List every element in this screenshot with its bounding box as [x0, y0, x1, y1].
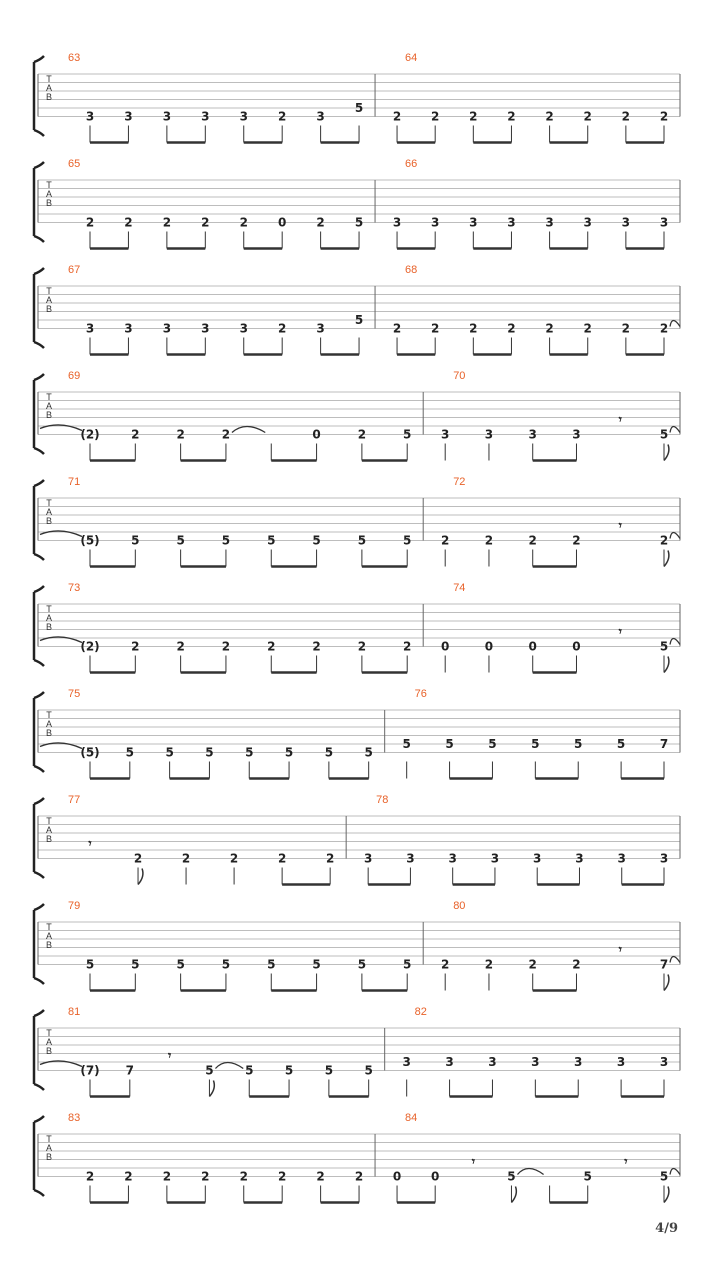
- measure-number: 76: [414, 688, 427, 700]
- fret-number: 3: [445, 1055, 454, 1069]
- fret-number: 3: [402, 1055, 411, 1069]
- fret-number: 3: [488, 1055, 497, 1069]
- fret-number: 2: [507, 109, 516, 124]
- fret-number: 0: [572, 639, 581, 654]
- tie-arc: [670, 639, 680, 645]
- fret-number: 3: [239, 109, 248, 124]
- fret-number: 5: [574, 737, 583, 751]
- fret-number: 3: [85, 109, 95, 124]
- fret-number: 3: [162, 109, 172, 124]
- fret-number: 5: [125, 745, 134, 760]
- eighth-rest: 𝄾: [618, 942, 622, 957]
- fret-number: 5: [659, 1169, 669, 1184]
- fret-number: 5: [312, 957, 321, 972]
- fret-number: 5: [357, 533, 367, 548]
- fret-number: 3: [124, 109, 133, 124]
- tab-clef-letter: A: [45, 931, 53, 941]
- fret-number: 5: [357, 957, 367, 972]
- fret-number: 2: [403, 639, 412, 654]
- fret-number: 3: [659, 215, 669, 230]
- measure-number: 63: [68, 52, 81, 64]
- fret-number: 2: [312, 639, 321, 654]
- fret-number: (7): [80, 1063, 100, 1078]
- tab-clef-letter: B: [45, 1046, 53, 1056]
- tab-clef-letter: B: [45, 622, 53, 632]
- fret-number: 2: [354, 1169, 364, 1184]
- fret-number: 2: [221, 639, 231, 654]
- fret-number: 7: [659, 737, 669, 751]
- note-flag: [664, 1187, 669, 1203]
- tab-clef-letter: A: [45, 1143, 53, 1153]
- fret-number: 3: [469, 215, 478, 230]
- fret-number: 5: [131, 957, 140, 972]
- fret-number: 2: [131, 639, 140, 654]
- system-bracket: [34, 904, 44, 984]
- fret-number: 5: [488, 737, 497, 751]
- fret-number: 2: [431, 321, 440, 336]
- fret-number: 2: [239, 215, 248, 230]
- tab-clef-letter: T: [46, 392, 52, 402]
- tab-clef-letter: T: [46, 1028, 52, 1038]
- fret-number: 5: [131, 533, 140, 548]
- fret-number: 0: [431, 1169, 440, 1184]
- fret-number: 3: [124, 321, 133, 336]
- fret-number: 5: [531, 737, 540, 751]
- fret-number: 2: [659, 109, 669, 124]
- fret-number: 2: [124, 1169, 133, 1184]
- tab-system: [34, 370, 680, 461]
- fret-number: 2: [572, 957, 581, 972]
- tab-clef-letter: A: [45, 719, 53, 729]
- fret-number: 3: [659, 851, 669, 866]
- system-bracket: [34, 480, 44, 560]
- fret-number: 5: [221, 533, 231, 548]
- fret-number: 5: [659, 639, 669, 654]
- fret-number: 2: [583, 109, 592, 124]
- tie-arc: [232, 427, 265, 433]
- tab-system: [34, 52, 680, 143]
- fret-number: 2: [528, 533, 537, 548]
- fret-number: 5: [165, 745, 174, 760]
- tab-clef-letter: A: [45, 613, 53, 623]
- fret-number: 2: [239, 1169, 248, 1184]
- tab-system: [34, 794, 680, 885]
- note-flag: [664, 975, 669, 991]
- fret-number: 3: [574, 1055, 583, 1069]
- tab-clef-letter: B: [45, 198, 53, 208]
- eighth-rest: 𝄾: [471, 1154, 475, 1169]
- fret-number: 3: [545, 215, 554, 230]
- fret-number: 3: [621, 215, 631, 230]
- fret-number: 5: [364, 1063, 373, 1078]
- tab-clef-letter: B: [45, 728, 53, 738]
- tab-clef-letter: T: [46, 180, 52, 190]
- fret-number: 2: [659, 321, 669, 336]
- fret-number: 3: [441, 427, 450, 442]
- fret-number: 2: [545, 321, 554, 336]
- fret-number: 3: [659, 1055, 669, 1069]
- note-flag: [664, 445, 669, 461]
- fret-number: 7: [659, 957, 669, 972]
- tab-clef-letter: B: [45, 92, 53, 102]
- fret-number: 3: [533, 851, 542, 866]
- system-bracket: [34, 162, 44, 242]
- tab-clef-letter: B: [45, 834, 53, 844]
- fret-number: 2: [583, 321, 592, 336]
- measure-number: 81: [68, 1006, 81, 1018]
- system-bracket: [34, 56, 44, 136]
- eighth-rest: 𝄾: [624, 1154, 628, 1169]
- tab-system: [34, 264, 680, 355]
- tab-clef-letter: T: [46, 604, 52, 614]
- tie-arc: [670, 1169, 680, 1175]
- fret-number: 5: [267, 957, 276, 972]
- fret-number: 3: [617, 851, 626, 866]
- fret-number: 2: [229, 851, 239, 866]
- measure-number: 77: [68, 794, 81, 806]
- fret-number: 2: [176, 639, 185, 654]
- system-bracket: [34, 1010, 44, 1090]
- fret-number: 2: [162, 1169, 172, 1184]
- tab-clef-letter: B: [45, 940, 53, 950]
- fret-number: 2: [484, 533, 494, 548]
- note-flag: [664, 657, 669, 673]
- fret-number: (2): [80, 639, 100, 654]
- fret-number: 0: [312, 427, 321, 442]
- measure-number: 66: [405, 158, 418, 170]
- tab-clef-letter: A: [45, 825, 53, 835]
- fret-number: 5: [403, 533, 412, 548]
- fret-number: 3: [575, 851, 584, 866]
- fret-number: 2: [277, 851, 287, 866]
- fret-number: 5: [284, 745, 294, 760]
- fret-number: 3: [572, 427, 581, 442]
- tie-arc: [670, 427, 680, 433]
- measure-number: 84: [405, 1112, 418, 1124]
- measure-number: 78: [376, 794, 389, 806]
- fret-number: 2: [133, 851, 143, 866]
- tab-clef-letter: A: [45, 83, 53, 93]
- fret-number: (2): [80, 427, 100, 442]
- tab-clef-letter: A: [45, 507, 53, 517]
- tab-system: [34, 158, 680, 249]
- fret-number: 2: [277, 109, 287, 124]
- fret-number: 3: [406, 851, 415, 866]
- tab-clef-letter: T: [46, 1134, 52, 1144]
- fret-number: 5: [324, 745, 334, 760]
- system-bracket: [34, 1116, 44, 1196]
- measure-number: 68: [405, 264, 418, 276]
- fret-number: 2: [545, 109, 554, 124]
- tab-clef-letter: T: [46, 922, 52, 932]
- system-bracket: [34, 586, 44, 666]
- fret-number: 2: [507, 321, 516, 336]
- tie-arc: [670, 321, 680, 327]
- fret-number: 5: [354, 215, 364, 230]
- tab-clef-letter: B: [45, 410, 53, 420]
- measure-number: 83: [68, 1112, 81, 1124]
- fret-number: 2: [201, 215, 210, 230]
- tab-clef-letter: A: [45, 1037, 53, 1047]
- fret-number: 3: [583, 215, 592, 230]
- tab-system: [34, 1112, 680, 1203]
- fret-number: 5: [507, 1169, 516, 1184]
- eighth-rest: 𝄾: [168, 1048, 172, 1063]
- fret-number: 0: [528, 639, 537, 654]
- fret-number: (5): [80, 745, 100, 760]
- measure-number: 64: [405, 52, 418, 64]
- fret-number: 5: [354, 313, 364, 327]
- fret-number: 2: [484, 957, 494, 972]
- fret-number: 5: [354, 101, 364, 115]
- fret-number: 5: [205, 745, 214, 760]
- fret-number: 2: [357, 639, 367, 654]
- fret-number: 5: [176, 533, 185, 548]
- measure-number: 72: [453, 476, 466, 488]
- note-flag: [511, 1187, 516, 1203]
- fret-number: 5: [267, 533, 276, 548]
- fret-number: 2: [124, 215, 133, 230]
- measure-number: 73: [68, 582, 81, 594]
- fret-number: 2: [221, 427, 231, 442]
- fret-number: 2: [431, 109, 440, 124]
- fret-number: 2: [469, 109, 478, 124]
- measure-number: 65: [68, 158, 81, 170]
- fret-number: 5: [312, 533, 321, 548]
- tab-clef-letter: T: [46, 498, 52, 508]
- measure-number: 67: [68, 264, 81, 276]
- fret-number: 3: [239, 321, 248, 336]
- measure-number: 80: [453, 900, 466, 912]
- tab-system: [34, 582, 680, 673]
- fret-number: 5: [284, 1063, 294, 1078]
- fret-number: 2: [528, 957, 537, 972]
- fret-number: 3: [484, 427, 494, 442]
- fret-number: 2: [316, 1169, 325, 1184]
- note-flag: [138, 869, 143, 885]
- fret-number: 2: [392, 109, 402, 124]
- tie-arc: [670, 533, 680, 539]
- fret-number: 2: [469, 321, 478, 336]
- tab-clef-letter: T: [46, 286, 52, 296]
- fret-number: 0: [441, 639, 450, 654]
- fret-number: 5: [583, 1169, 592, 1184]
- fret-number: 5: [245, 745, 254, 760]
- fret-number: 2: [277, 1169, 287, 1184]
- fret-number: 3: [431, 215, 440, 230]
- fret-number: 0: [484, 639, 494, 654]
- fret-number: 5: [659, 427, 669, 442]
- fret-number: 3: [201, 109, 210, 124]
- tab-clef-letter: B: [45, 516, 53, 526]
- fret-number: 2: [176, 427, 185, 442]
- tie-arc: [517, 1169, 543, 1175]
- fret-number: 3: [392, 215, 402, 230]
- fret-number: 3: [616, 1055, 626, 1069]
- system-bracket: [34, 692, 44, 772]
- tab-clef-letter: T: [46, 74, 52, 84]
- tab-clef-letter: A: [45, 189, 53, 199]
- fret-number: 7: [125, 1063, 134, 1078]
- tab-clef-letter: A: [45, 401, 53, 411]
- fret-number: 3: [85, 321, 95, 336]
- fret-number: 3: [507, 215, 516, 230]
- fret-number: 3: [528, 427, 537, 442]
- fret-number: 5: [324, 1063, 334, 1078]
- fret-number: 2: [392, 321, 402, 336]
- tab-clef-letter: T: [46, 710, 52, 720]
- tab-clef-letter: B: [45, 1152, 53, 1162]
- eighth-rest: 𝄾: [618, 412, 622, 427]
- fret-number: 2: [277, 321, 287, 336]
- tie-arc: [670, 957, 680, 963]
- eighth-rest: 𝄾: [618, 518, 622, 533]
- page-number: 4/9: [655, 1221, 678, 1236]
- fret-number: 2: [325, 851, 335, 866]
- fret-number: 5: [403, 427, 412, 442]
- fret-number: 5: [245, 1063, 254, 1078]
- fret-number: 2: [131, 427, 140, 442]
- fret-number: 3: [162, 321, 172, 336]
- eighth-rest: 𝄾: [88, 836, 92, 851]
- measure-number: 69: [68, 370, 81, 382]
- fret-number: 3: [316, 109, 325, 124]
- tab-system: [34, 688, 680, 779]
- fret-number: 3: [363, 851, 373, 866]
- fret-number: 2: [162, 215, 172, 230]
- fret-number: 3: [448, 851, 457, 866]
- fret-number: 2: [441, 533, 450, 548]
- fret-number: 5: [85, 957, 95, 972]
- tab-clef-letter: T: [46, 816, 52, 826]
- fret-number: 2: [316, 215, 325, 230]
- fret-number: 3: [201, 321, 210, 336]
- system-bracket: [34, 268, 44, 348]
- fret-number: 3: [531, 1055, 540, 1069]
- fret-number: 2: [572, 533, 581, 548]
- fret-number: (5): [80, 533, 100, 548]
- fret-number: 5: [205, 1063, 214, 1078]
- system-bracket: [34, 374, 44, 454]
- measure-number: 74: [453, 582, 466, 594]
- measure-number: 75: [68, 688, 81, 700]
- fret-number: 0: [277, 215, 287, 230]
- fret-number: 3: [490, 851, 500, 866]
- fret-number: 5: [445, 737, 454, 751]
- fret-number: 5: [221, 957, 231, 972]
- tab-system: [34, 900, 680, 991]
- fret-number: 2: [621, 321, 631, 336]
- fret-number: 2: [85, 1169, 95, 1184]
- fret-number: 0: [392, 1169, 402, 1184]
- fret-number: 5: [176, 957, 185, 972]
- fret-number: 5: [364, 745, 373, 760]
- measure-number: 79: [68, 900, 81, 912]
- measure-number: 70: [453, 370, 466, 382]
- note-flag: [664, 551, 669, 567]
- tie-arc: [215, 1063, 243, 1069]
- fret-number: 2: [357, 427, 367, 442]
- fret-number: 5: [403, 957, 412, 972]
- measure-number: 82: [414, 1006, 427, 1018]
- tab-system: [34, 1006, 680, 1097]
- fret-number: 2: [181, 851, 191, 866]
- fret-number: 2: [201, 1169, 210, 1184]
- fret-number: 2: [659, 533, 669, 548]
- tab-clef-letter: A: [45, 295, 53, 305]
- eighth-rest: 𝄾: [618, 624, 622, 639]
- tab-clef-letter: B: [45, 304, 53, 314]
- fret-number: 3: [316, 321, 325, 336]
- system-bracket: [34, 798, 44, 878]
- fret-number: 2: [267, 639, 276, 654]
- fret-number: 5: [616, 737, 626, 751]
- measure-number: 71: [68, 476, 81, 488]
- note-flag: [209, 1081, 214, 1097]
- fret-number: 2: [621, 109, 631, 124]
- fret-number: 2: [441, 957, 450, 972]
- fret-number: 2: [85, 215, 95, 230]
- fret-number: 5: [402, 737, 411, 751]
- tab-system: [34, 476, 680, 567]
